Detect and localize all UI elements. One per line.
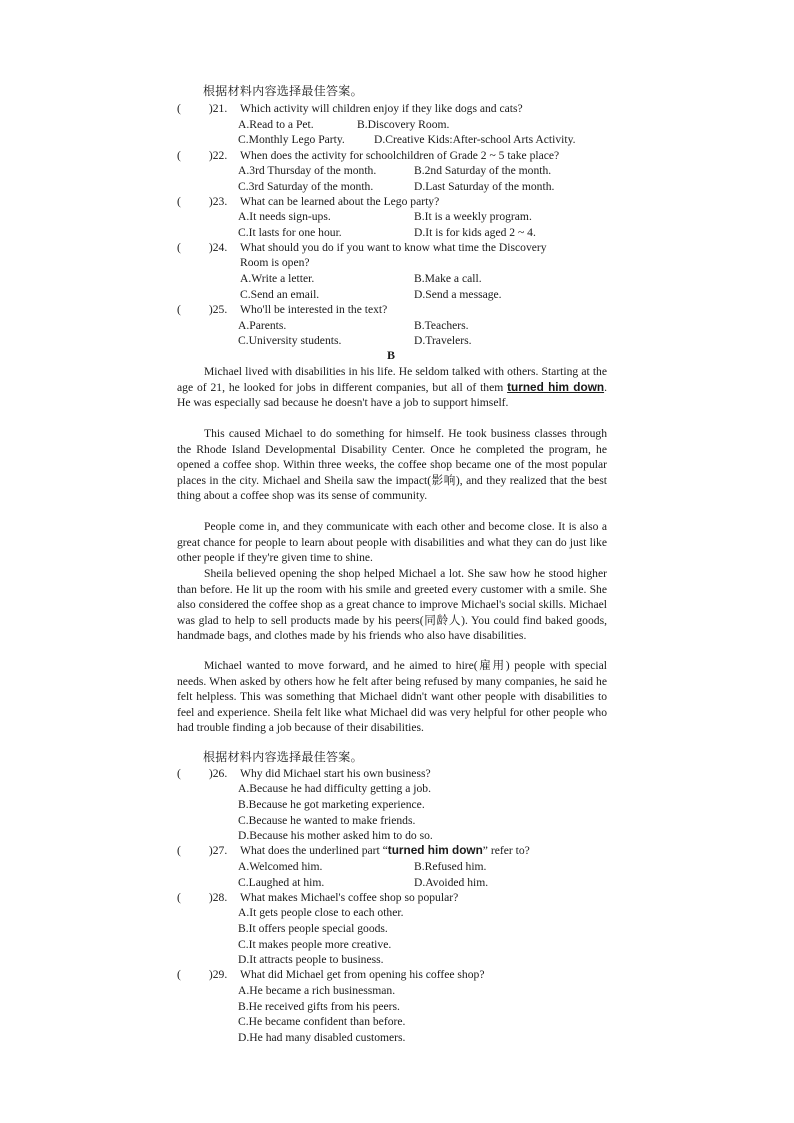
passage-paragraph-4: Sheila believed opening the shop helped Michael a lot. She saw how he stood higher than before. He lit up the room with his smile and greeted every customer with a smile. She also considered the coffee shop as a great chance to improve Michael's social skills. Michael was glad to help to sell products made by his peers(同龄人). You could find baked goods, handmade bags, and clothes made by his friends who also have disabilities.	[177, 567, 607, 643]
option-d: D.He had many disabled customers.	[238, 1031, 406, 1044]
paren-close: )24.	[208, 241, 228, 254]
option-a: A.It needs sign-ups.	[238, 210, 331, 223]
option-d: D.Send a message.	[414, 288, 502, 301]
option-c: C.Monthly Lego Party.	[238, 133, 345, 146]
question-number	[177, 194, 227, 209]
question-number	[177, 240, 227, 255]
option-b: B.2nd Saturday of the month.	[414, 164, 552, 177]
option-d: D.It is for kids aged 2 ~ 4.	[414, 226, 536, 239]
option-c: C.3rd Saturday of the month.	[238, 180, 374, 193]
paren-open: (	[177, 195, 181, 208]
option-d: D.Last Saturday of the month.	[414, 180, 555, 193]
option-a: A.Read to a Pet.	[238, 118, 314, 131]
paren-close: )29.	[208, 968, 228, 981]
option-b: B.It is a weekly program.	[414, 210, 532, 223]
option-a: A.He became a rich businessman.	[238, 984, 396, 997]
question-text-part: What does the underlined part “	[240, 844, 388, 857]
paren-open: (	[177, 303, 181, 316]
quoted-phrase: turned him down	[387, 843, 483, 857]
underlined-phrase: turned him down	[507, 379, 605, 394]
option-d: D.Avoided him.	[414, 876, 489, 889]
paren-open: (	[177, 891, 181, 904]
question-number	[177, 843, 227, 858]
paren-close: )23.	[208, 195, 228, 208]
option-c: C.Because he wanted to make friends.	[238, 814, 416, 827]
instruction-b: 根据材料内容选择最佳答案。	[203, 750, 363, 764]
paren-close: )25.	[208, 303, 228, 316]
question-text: What can be learned about the Lego party?	[240, 195, 440, 208]
option-a: A.Because he had difficulty getting a job.	[238, 782, 431, 795]
question-number	[177, 967, 227, 982]
question-text: Why did Michael start his own business?	[240, 767, 431, 780]
option-a: A.Parents.	[238, 319, 287, 332]
option-c: C.Laughed at him.	[238, 876, 325, 889]
option-a: A.3rd Thursday of the month.	[238, 164, 377, 177]
option-c: C.It lasts for one hour.	[238, 226, 342, 239]
paren-close: )21.	[208, 102, 228, 115]
question-number	[177, 766, 227, 781]
paragraph-text: Michael lived with disabilities in his life. He seldom talked with others. Starting at the age of 21, he looked for jobs in different companies, but all of them	[177, 365, 607, 394]
option-b: B.Because he got marketing experience.	[238, 798, 425, 811]
question-text-part: ” refer to?	[482, 844, 530, 857]
option-c: C.He became confident than before.	[238, 1015, 406, 1028]
option-b: B.Make a call.	[414, 272, 482, 285]
question-text: When does the activity for schoolchildren of Grade 2 ~ 5 take place?	[240, 149, 560, 162]
option-b: B.Teachers.	[414, 319, 469, 332]
passage-paragraph-3: People come in, and they communicate with each other and become close. It is also a great chance for people to learn about people with disabilities and what they can do just like other people if they're given time to shine.	[177, 520, 607, 565]
paren-close: )26.	[208, 767, 228, 780]
question-number	[177, 302, 227, 317]
paragraph-text: . He was especially sad because he doesn't have a job to support himself.	[177, 380, 607, 410]
question-text: What did Michael get from opening his coffee shop?	[240, 968, 485, 981]
question-text-cont: Room is open?	[240, 256, 310, 269]
paren-close: )22.	[208, 149, 228, 162]
instruction-a: 根据材料内容选择最佳答案。	[203, 84, 363, 98]
question-number	[177, 148, 227, 163]
question-number	[177, 101, 227, 116]
option-d: D.Travelers.	[414, 334, 472, 347]
paren-open: (	[177, 241, 181, 254]
question-text: What should you do if you want to know what time the Discovery	[240, 241, 547, 254]
option-b: B.It offers people special goods.	[238, 922, 388, 935]
question-text	[240, 843, 530, 858]
option-d: D.Creative Kids:After-school Arts Activity.	[374, 133, 576, 146]
option-c: C.It makes people more creative.	[238, 938, 392, 951]
paren-open: (	[177, 102, 181, 115]
option-a: A.Welcomed him.	[238, 860, 323, 873]
paren-open: (	[177, 968, 181, 981]
option-a: A.Write a letter.	[240, 272, 315, 285]
passage-paragraph-1	[177, 364, 607, 411]
option-c: C.Send an email.	[240, 288, 320, 301]
option-b: B.Discovery Room.	[357, 118, 450, 131]
question-text: What makes Michael's coffee shop so popular?	[240, 891, 459, 904]
question-number	[177, 890, 227, 905]
passage-paragraph-2: This caused Michael to do something for himself. He took business classes through the Rhode Island Developmental Disability Center. Once he completed the program, he opened a coffee shop. Within three weeks, the coffee shop became one of the most popular places in the city. Michael and Sheila saw the impact(影响), and they realized that the best thing about a coffee shop was its sense of community.	[177, 427, 607, 503]
paren-close: )27.	[208, 844, 228, 857]
option-a: A.It gets people close to each other.	[238, 906, 404, 919]
option-d: D.Because his mother asked him to do so.	[238, 829, 433, 842]
section-heading-b: B	[387, 348, 396, 362]
option-b: B.He received gifts from his peers.	[238, 1000, 400, 1013]
paren-open: (	[177, 149, 181, 162]
option-d: D.It attracts people to business.	[238, 953, 384, 966]
option-b: B.Refused him.	[414, 860, 487, 873]
option-c: C.University students.	[238, 334, 342, 347]
paren-open: (	[177, 767, 181, 780]
paren-close: )28.	[208, 891, 228, 904]
passage-paragraph-5: Michael wanted to move forward, and he aimed to hire(雇用) people with special needs. When asked by others how he felt after being refused by many companies, he said he felt helpless. This was something that Michael didn't want other people with disabilities to feel and experience. Sheila felt like what Michael did was very helpful for other people who had trouble finding a job because of their disabilities.	[177, 659, 607, 735]
question-text: Who'll be interested in the text?	[240, 303, 388, 316]
paren-open: (	[177, 844, 181, 857]
question-text: Which activity will children enjoy if they like dogs and cats?	[240, 102, 523, 115]
